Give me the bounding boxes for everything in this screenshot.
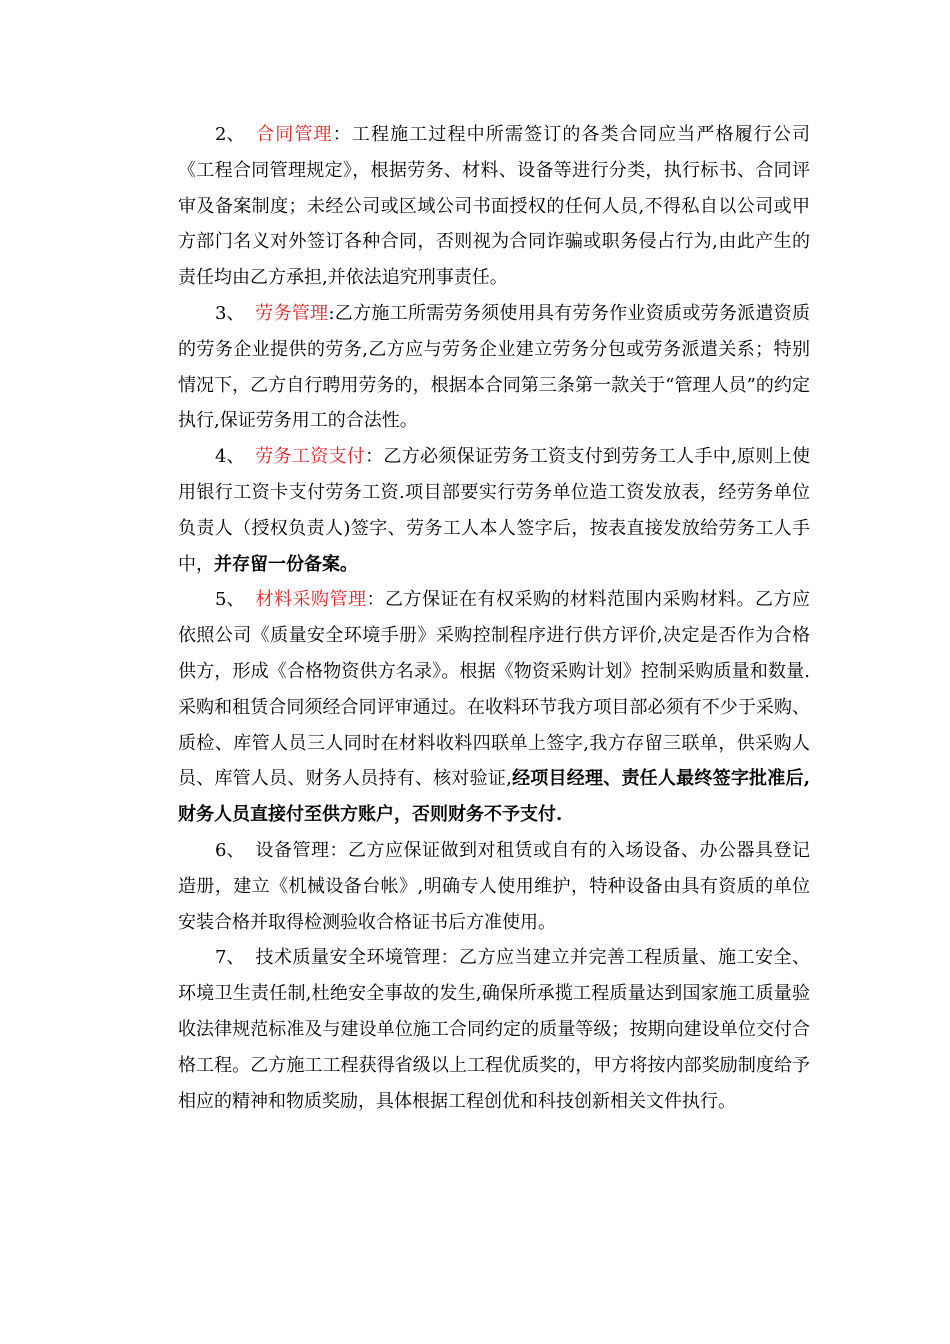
section-2-contract-management (178, 117, 810, 296)
section-6-equipment-management (178, 833, 810, 940)
section-body: ：乙方必须保证劳务工资支付到劳务工人手中,原则上使用银行工资卡支付劳务工资.项目部要实行劳务单位造工资发放表，经劳务单位负责人（授权负责人)签字、劳务工人本人签字后，按表直接发放给劳务工人手中， (178, 446, 810, 575)
section-7-quality-safety-management (178, 940, 810, 1119)
section-3-labor-management (178, 296, 810, 439)
section-term: 合同管理 (255, 124, 333, 145)
section-number: 4、 (215, 446, 245, 468)
section-number: 3、 (215, 302, 245, 324)
section-bold-tail: 并存留一份备案。 (214, 553, 358, 575)
section-number: 2、 (215, 124, 245, 145)
section-term: 劳务工资支付 (255, 446, 366, 468)
section-term: 设备管理 (255, 839, 330, 861)
section-number: 6、 (215, 839, 245, 861)
section-body: ：工程施工过程中所需签订的各类合同应当严格履行公司《工程合同管理规定》，根据劳务、材料、设备等进行分类，执行标书、合同评审及备案制度；未经公司或区域公司书面授权的任何人员,不得私自以公司或甲方部门名义对外签订各种合同，否则视为合同诈骗或职务侵占行为,由此产生的责任均由乙方承担,并依法追究刑事责任。 (178, 124, 811, 289)
section-4-labor-wage-payment (178, 439, 810, 582)
section-number: 7、 (215, 947, 245, 969)
section-term: 劳务管理 (255, 302, 329, 324)
section-bold-tail: 经项目经理、责任人最终签字批准后,财务人员直接付至供方账户，否则财务不予支付. (178, 768, 810, 826)
section-body: ：乙方应保证做到对租赁或自有的入场设备、办公器具登记造册，建立《机械设备台帐》,明确专人使用维护，特种设备由具有资质的单位安装合格并取得检测验收合格证书后方准使用。 (178, 839, 810, 933)
section-5-material-procurement (178, 582, 810, 833)
section-term: 材料采购管理 (255, 589, 367, 611)
document-page (178, 117, 810, 1119)
section-number: 5、 (215, 589, 245, 611)
section-body: ：乙方保证在有权采购的材料范围内采购材料。乙方应依照公司《质量安全环境手册》采购控制程序进行供方评价,决定是否作为合格供方，形成《合格物资供方名录》。根据《物资采购计划》控制采购质量和数量.采购和租赁合同须经合同评审通过。在收料环节我方项目部必须有不少于采购、质检、库管人员三人同时在材料收料四联单上签字,我方存留三联单，供采购人员、库管人员、财务人员持有、核对验证, (178, 589, 810, 790)
section-body: :乙方施工所需劳务须使用具有劳务作业资质或劳务派遣资质的劳务企业提供的劳务,乙方应与劳务企业建立劳务分包或劳务派遣关系；特别情况下，乙方自行聘用劳务的，根据本合同第三条第一款关于“管理人员”的约定执行,保证劳务用工的合法性。 (178, 302, 811, 432)
section-term: 技术质量安全环境管理 (255, 947, 441, 969)
section-body: ：乙方应当建立并完善工程质量、施工安全、环境卫生责任制,杜绝安全事故的发生,确保所承揽工程质量达到国家施工质量验收法律规范标准及与建设单位施工合同约定的质量等级；按期向建设单位交付合格工程。乙方施工工程获得省级以上工程优质奖的，甲方将按内部奖励制度给予相应的精神和物质奖励，具体根据工程创优和科技创新相关文件执行。 (178, 947, 810, 1112)
